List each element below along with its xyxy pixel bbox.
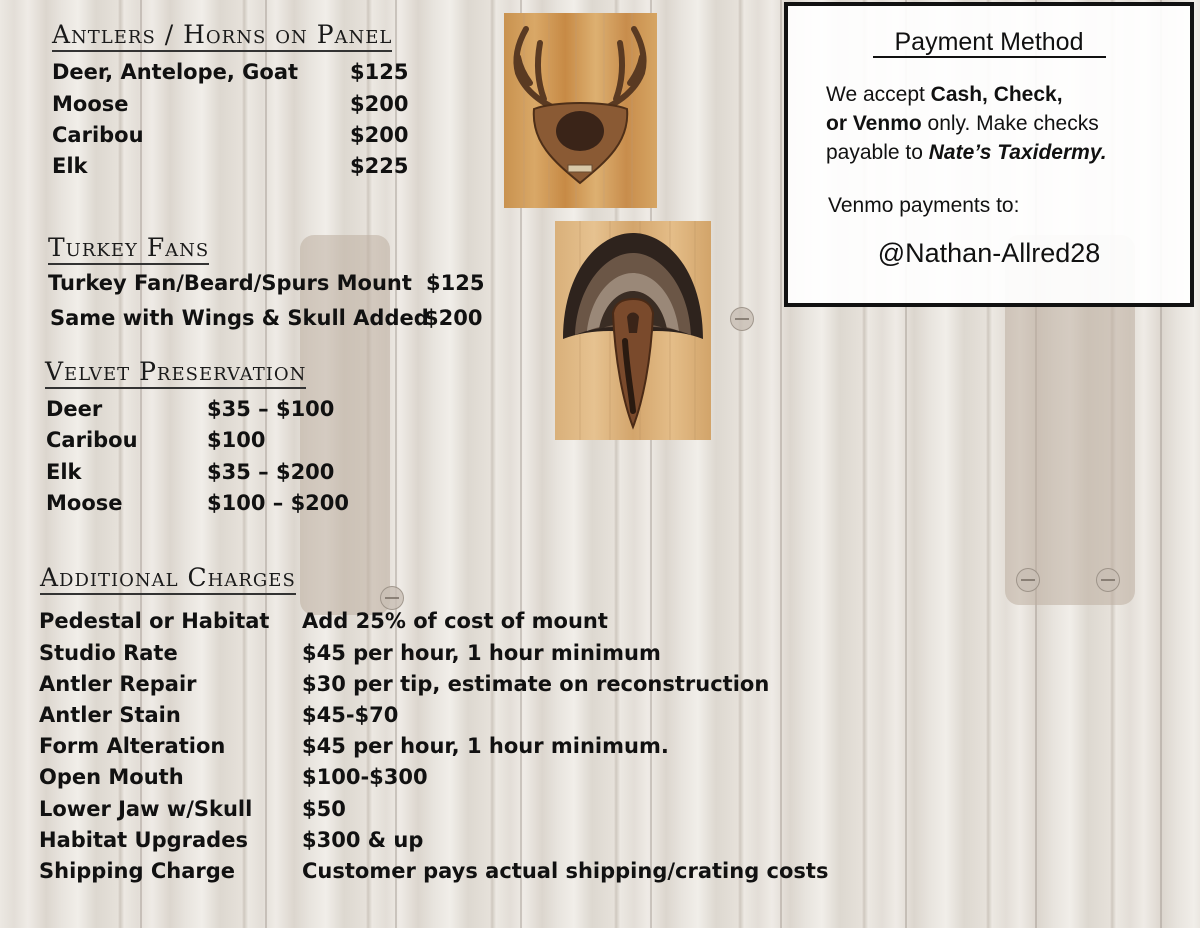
item-name: Same with Wings & Skull Added: [50, 306, 429, 330]
antler-mount-photo: [504, 13, 657, 208]
additional-section-title: Additional Charges: [40, 564, 296, 595]
turkey-fan-illustration: [555, 221, 711, 440]
payment-line-3: [826, 138, 1107, 167]
charge-value: $45-$70: [302, 703, 399, 727]
item-name: Caribou: [46, 428, 138, 452]
item-price: $200: [424, 306, 483, 330]
payment-method-title: [788, 28, 1190, 57]
charge-value: $45 per hour, 1 hour minimum: [302, 641, 661, 665]
charge-name: Studio Rate: [39, 641, 178, 665]
charge-name: Antler Stain: [39, 703, 181, 727]
charge-name: Form Alteration: [39, 734, 226, 758]
payee-name: Nate’s Taxidermy.: [928, 141, 1107, 164]
charge-value: $45 per hour, 1 hour minimum.: [302, 734, 669, 758]
charge-value: $50: [302, 797, 346, 821]
item-name: Caribou: [52, 123, 144, 147]
antlers-section-title: Antlers / Horns on Panel: [52, 21, 392, 52]
item-name: Moose: [52, 92, 129, 116]
item-price: $225: [350, 154, 409, 178]
item-name: Elk: [52, 154, 88, 178]
item-price: $35 – $100: [207, 397, 335, 421]
item-name: Elk: [46, 460, 82, 484]
item-price: $35 – $200: [207, 460, 335, 484]
item-name: Moose: [46, 491, 123, 515]
charge-value: $30 per tip, estimate on reconstruction: [302, 672, 770, 696]
item-price: $125: [426, 271, 485, 295]
payment-line-2: [826, 109, 1107, 138]
venmo-handle: @Nathan-Allred28: [877, 238, 1101, 268]
payment-title-text: Payment Method: [873, 28, 1106, 58]
turkey-fan-mount-photo: [555, 221, 711, 440]
turkey-section-title: Turkey Fans: [48, 234, 209, 265]
charge-name: Open Mouth: [39, 765, 184, 789]
charge-name: Shipping Charge: [39, 859, 235, 883]
payment-methods-emphasis: Cash, Check,: [930, 83, 1063, 106]
venmo-emphasis: or Venmo: [826, 112, 922, 135]
item-price: $100 – $200: [207, 491, 350, 515]
item-price: $200: [350, 92, 409, 116]
velvet-section-title: Velvet Preservation: [45, 358, 306, 389]
item-price: $200: [350, 123, 409, 147]
charge-name: Pedestal or Habitat: [39, 609, 270, 633]
charge-name: Antler Repair: [39, 672, 197, 696]
payment-method-box: [784, 2, 1194, 307]
payment-line-1: [826, 80, 1107, 109]
antler-mount-illustration: [504, 13, 657, 208]
charge-value: Customer pays actual shipping/crating costs: [302, 859, 829, 883]
payment-description: [826, 80, 1107, 167]
charge-name: Lower Jaw w/Skull: [39, 797, 253, 821]
charge-value: Add 25% of cost of mount: [302, 609, 608, 633]
item-name: Turkey Fan/Beard/Spurs Mount: [48, 271, 412, 295]
item-name: Deer, Antelope, Goat: [52, 60, 299, 84]
venmo-label: Venmo payments to:: [828, 194, 1020, 217]
payment-line-3-text: payable to: [826, 141, 929, 164]
item-price: $125: [350, 60, 409, 84]
charge-value: $300 & up: [302, 828, 424, 852]
charge-value: $100-$300: [302, 765, 428, 789]
payment-line-2-text: only. Make checks: [921, 112, 1099, 135]
payment-line-1-text: We accept: [826, 83, 931, 106]
item-price: $100: [207, 428, 266, 452]
item-name: Deer: [46, 397, 103, 421]
charge-name: Habitat Upgrades: [39, 828, 248, 852]
